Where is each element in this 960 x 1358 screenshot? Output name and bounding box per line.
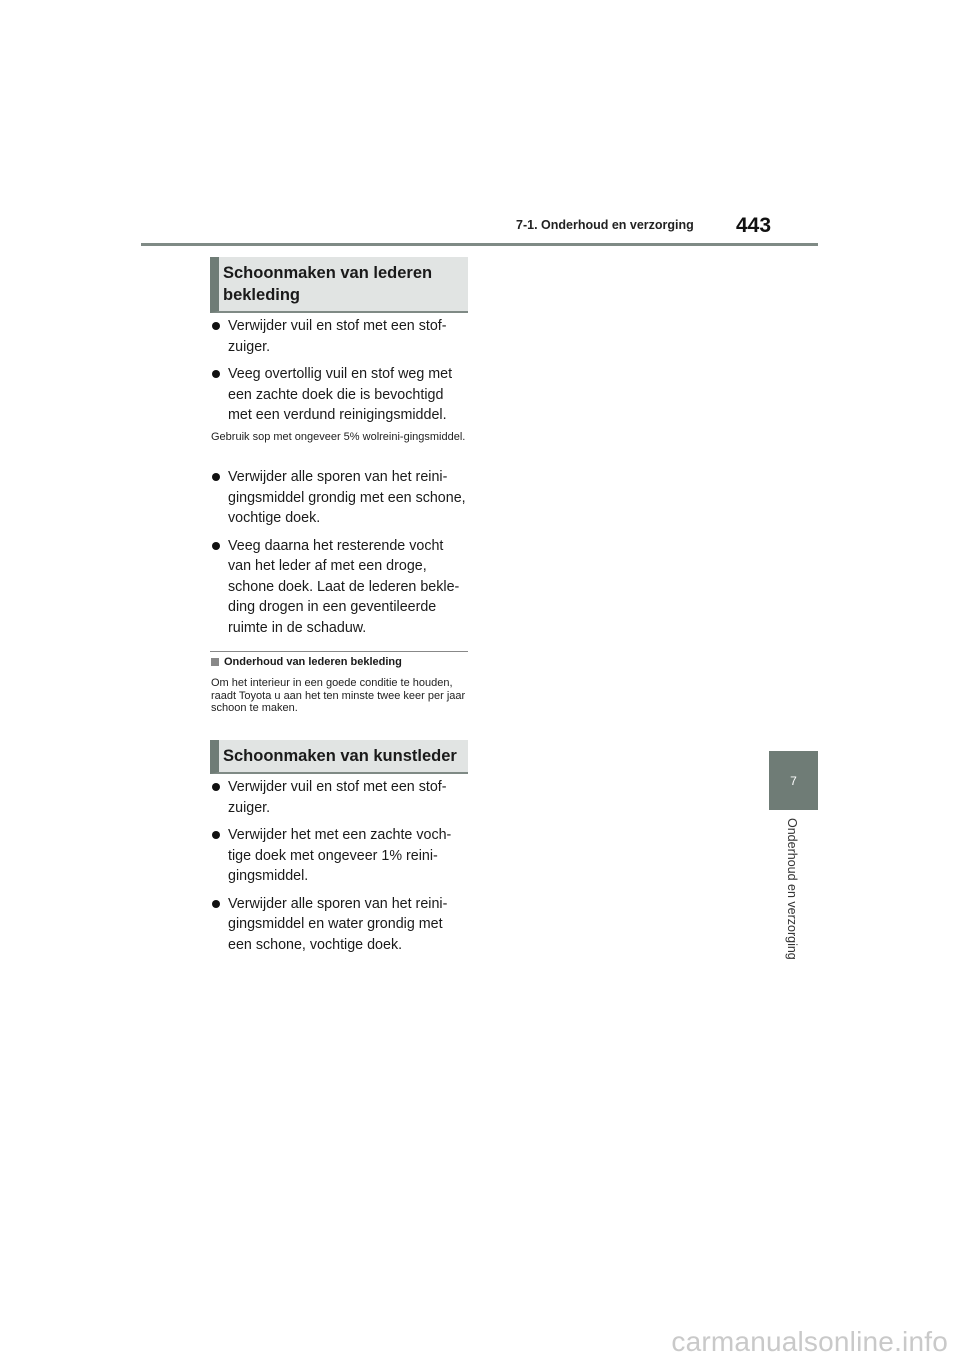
info-text: Om het interieur in een goede conditie te houden, raadt Toyota u aan het ten minste twee keer per jaar schoon te maken. xyxy=(211,677,466,714)
list-item: Veeg overtollig vuil en stof weg met een zachte doek die is bevochtigd met een verdund reinigingsmiddel. xyxy=(211,364,469,426)
list-item: Verwijder alle sporen van het reini-gingsmiddel grondig met een schone, vochtige doek. xyxy=(211,467,469,529)
chapter-tab: 7 xyxy=(769,751,818,810)
list-item: Verwijder vuil en stof met een stof-zuiger. xyxy=(211,316,469,357)
section-heading-leather-line1: Schoonmaken van lederen xyxy=(223,264,433,282)
header-rule xyxy=(141,243,818,246)
section-heading-leather-line2: bekleding xyxy=(223,286,301,304)
info-divider xyxy=(210,651,468,652)
list-item: Verwijder het met een zachte voch-tige doek met ongeveer 1% reini-gingsmiddel. xyxy=(211,825,469,887)
list-item: Verwijder vuil en stof met een stof-zuiger. xyxy=(211,777,469,818)
bullet-icon xyxy=(212,831,220,839)
list-item: Verwijder alle sporen van het reini-gingsmiddel en water grondig met een schone, vochtige doek. xyxy=(211,894,469,956)
leather-bullet-list-a xyxy=(211,316,469,433)
square-bullet-icon xyxy=(211,658,219,666)
watermark: carmanualsonline.info xyxy=(671,1326,948,1357)
page-number: 443 xyxy=(736,214,772,237)
bullet-icon xyxy=(212,473,220,481)
bullet-icon xyxy=(212,542,220,550)
chapter-label: Onderhoud en verzorging xyxy=(785,818,799,960)
leather-note: Gebruik sop met ongeveer 5% wolreini-gingsmiddel. xyxy=(211,431,466,443)
section-heading-synthetic-leather: Schoonmaken van kunstleder xyxy=(210,740,468,774)
synthetic-leather-bullet-list xyxy=(211,777,469,962)
header-section-title: 7-1. Onderhoud en verzorging xyxy=(516,218,694,232)
section-heading-leather xyxy=(210,257,468,313)
bullet-icon xyxy=(212,322,220,330)
leather-bullet-list-b xyxy=(211,467,469,645)
bullet-icon xyxy=(212,900,220,908)
list-item: Veeg daarna het resterende vocht van het leder af met een droge, schone doek. Laat de lederen bekle-ding drogen in een geventileerde ruimte in de schaduw. xyxy=(211,536,469,639)
info-heading: Onderhoud van lederen bekleding xyxy=(211,656,402,668)
bullet-icon xyxy=(212,783,220,791)
bullet-icon xyxy=(212,370,220,378)
